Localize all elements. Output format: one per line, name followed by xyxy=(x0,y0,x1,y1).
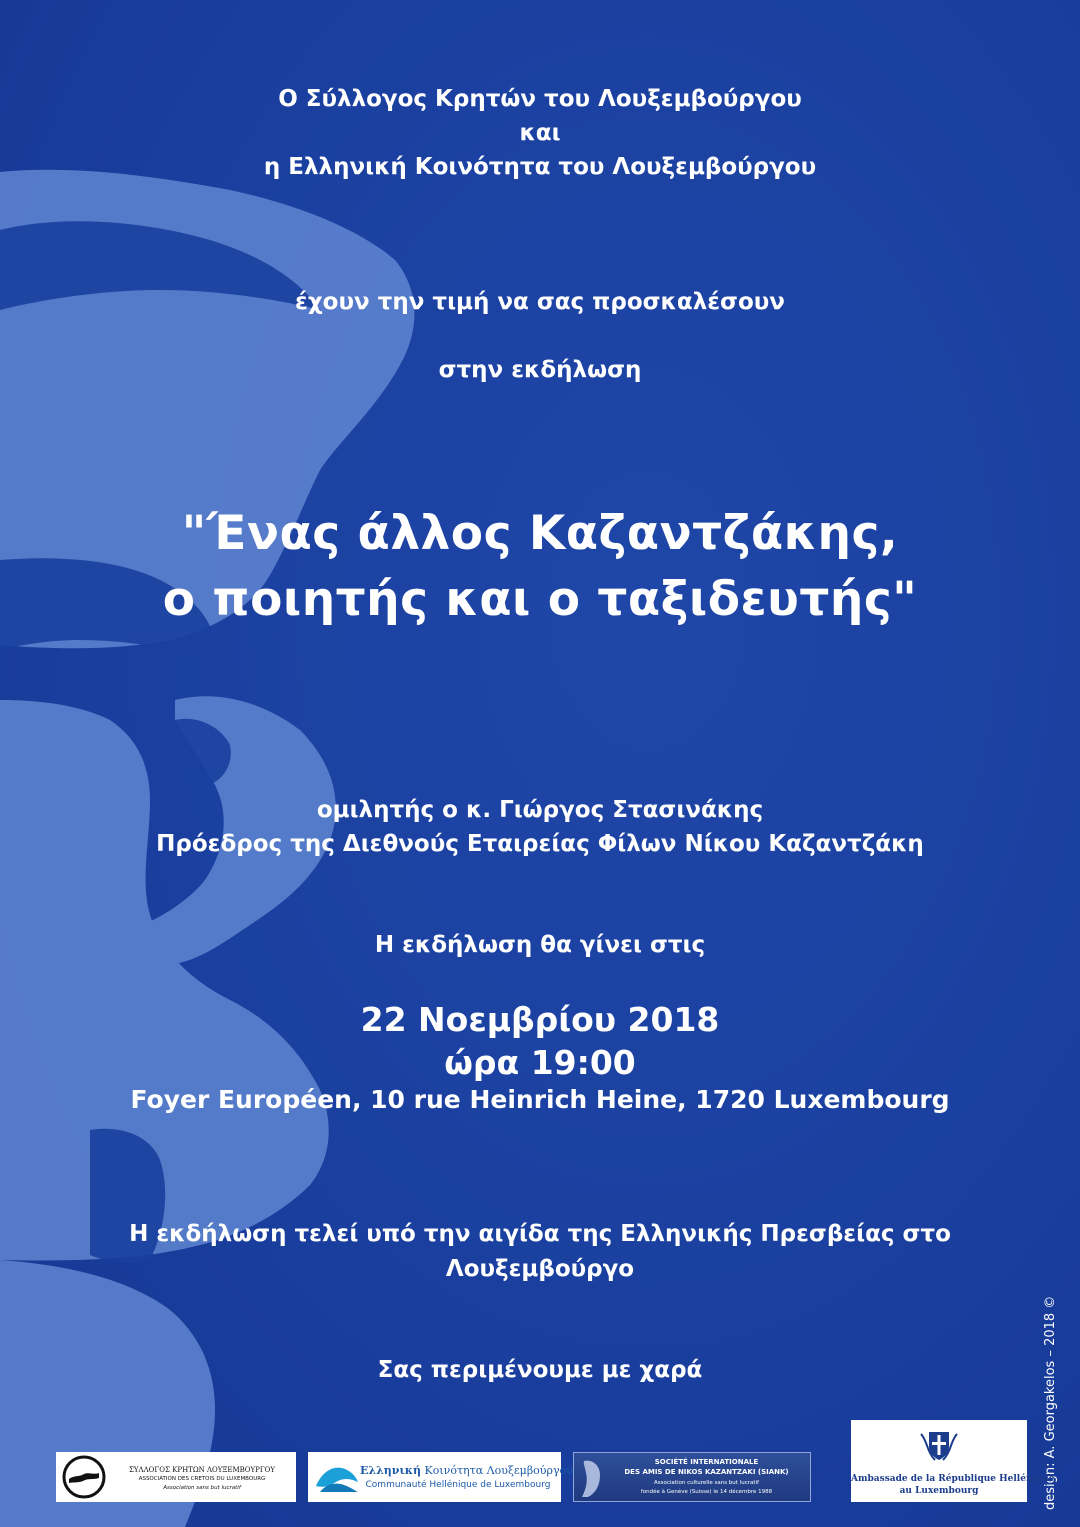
speaker-name: ομιλητής ο κ. Γιώργος Στασινάκης xyxy=(316,797,764,823)
design-credit: design: A. Georgakelos – 2018 © xyxy=(1043,1295,1058,1510)
logo-cretans-association xyxy=(56,1452,296,1502)
event-date: 22 Νοεμβρίου 2018 xyxy=(360,1000,720,1039)
organizer-1: Ο Σύλλογος Κρητών του Λουξεμβούργου xyxy=(278,86,802,112)
organizer-conjunction: και xyxy=(519,120,561,146)
patronage-line-2: Λουξεμβούργο xyxy=(445,1256,635,1282)
patronage-line-1: Η εκδήλωση τελεί υπό την αιγίδα της Ελληνικής Πρεσβείας στο xyxy=(129,1221,951,1247)
siank-line-1: SOCIÉTÉ INTERNATIONALE xyxy=(654,1458,759,1466)
logo-embassy xyxy=(851,1420,1055,1502)
schedule-intro: Η εκδήλωση θα γίνει στις xyxy=(374,932,706,958)
event-intro: στην εκδήλωση xyxy=(438,357,642,383)
kazantzakis-portrait-icon xyxy=(578,1457,604,1499)
community-line-1 xyxy=(360,1464,573,1477)
event-title-line-1: "Ένας άλλος Καζαντζάκης, xyxy=(181,506,899,561)
community-line-2: Communauté Hellénique de Luxembourg xyxy=(365,1480,551,1490)
logo-siank xyxy=(573,1452,811,1502)
cretans-line-1: ΣΥΛΛΟΓΟΣ ΚΡΗΤΩΝ ΛΟΥΞΕΜΒΟΥΡΓΟΥ xyxy=(128,1466,276,1474)
organizer-2: η Ελληνική Κοινότητα του Λουξεμβούργου xyxy=(263,154,817,180)
cretans-line-3: Association sans but lucratif xyxy=(163,1485,241,1491)
embassy-line-2: au Luxembourg xyxy=(899,1486,979,1496)
embassy-line-1: Ambassade de la République Hellénique xyxy=(851,1474,1055,1484)
community-line-1-rest: Κοινότητα Λουξεμβούργου xyxy=(421,1464,573,1477)
event-title-line-2: ο ποιητής και ο ταξιδευτής" xyxy=(162,572,918,627)
community-line-1-bold: Ελληνική xyxy=(360,1464,422,1477)
invite-line: έχουν την τιμή να σας προσκαλέσουν xyxy=(295,289,785,315)
siank-line-3: Association culturelle sans but lucratif xyxy=(654,1480,759,1486)
closing-line: Σας περιμένουμε με χαρά xyxy=(377,1357,703,1383)
siank-line-2: DES AMIS DE NIKOS KAZANTZAKI (SIANK) xyxy=(624,1468,789,1476)
event-time: ώρα 19:00 xyxy=(444,1043,636,1082)
cretans-line-2: ASSOCIATION DES CRETOIS DU LUXEMBOURG xyxy=(138,1476,266,1482)
speaker-role: Πρόεδρος της Διεθνούς Εταιρείας Φίλων Νίκου Καζαντζάκη xyxy=(156,831,924,857)
siank-line-4: fondée à Genève (Suisse) le 14 décembre 1988 xyxy=(640,1489,773,1495)
logo-hellenic-community xyxy=(308,1452,573,1502)
event-venue: Foyer Européen, 10 rue Heinrich Heine, 1720 Luxembourg xyxy=(130,1085,950,1114)
crete-emblem-icon xyxy=(62,1455,106,1499)
wave-emblem-icon xyxy=(314,1458,360,1496)
greek-coat-of-arms-icon xyxy=(917,1426,961,1466)
